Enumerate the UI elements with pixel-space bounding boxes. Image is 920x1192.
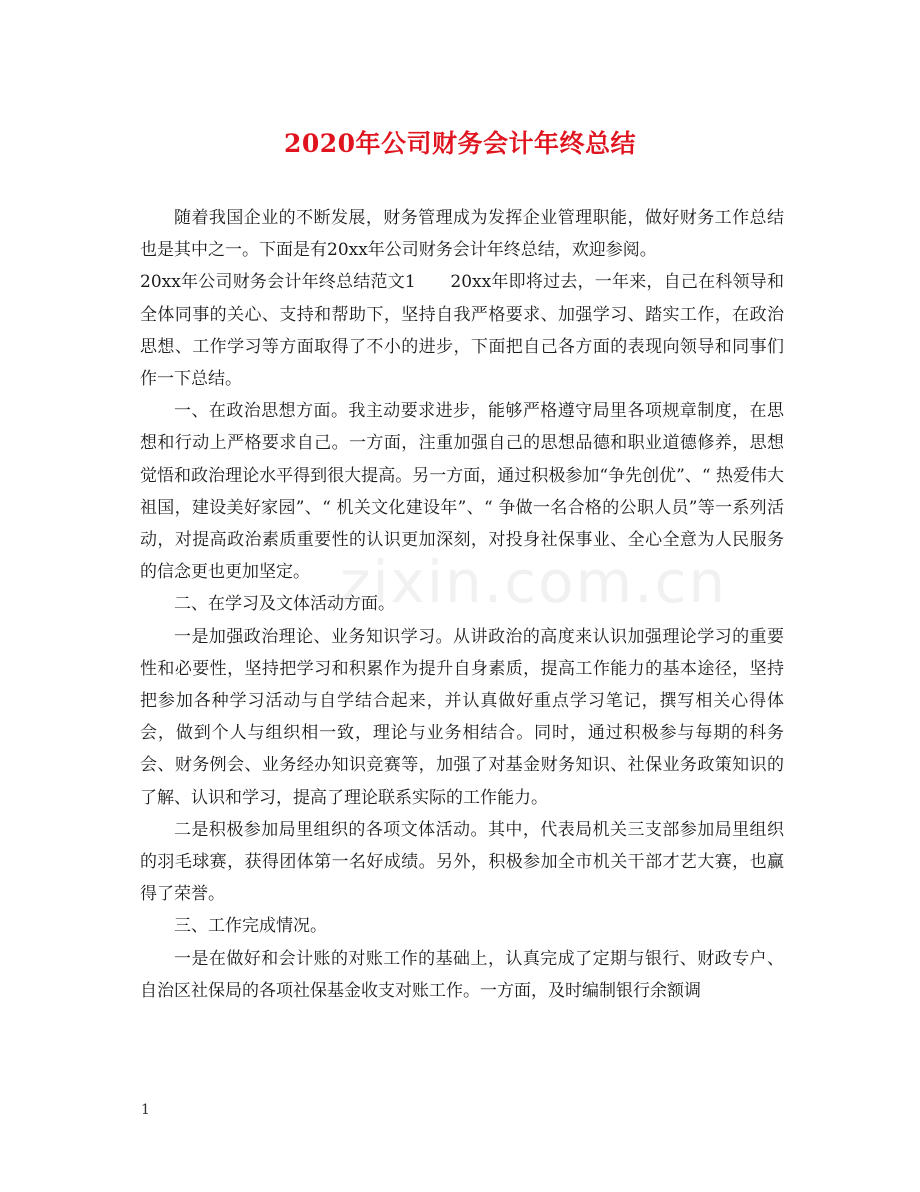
watermark: zixin.com.cn — [340, 548, 728, 616]
document-body — [140, 202, 784, 1007]
paragraph: 二、在学习及文体活动方面。 — [174, 594, 395, 615]
paragraph: 二是积极参加局里组织的各项文体活动。其中，代表局机关三支部参加局里组织的羽毛球赛，获得团体第一名好成绩。另外，积极参加全市机关干部才艺大赛，也赢得了荣誉。 — [140, 819, 784, 905]
paragraph: 一是加强政治理论、业务知识学习。从讲政治的高度来认识加强理论学习的重要性和必要性，坚持把学习和积累作为提升自身素质，提高工作能力的基本途径，坚持把参加各种学习活动与自学结合起来，并认真做好重点学习笔记，撰写相关心得体会，做到个人与组织相一致，理论与业务相结合。同时，通过积极参与每期的科务会、财务例会、业务经办知识竞赛等，加强了对基金财务知识、社保业务政策知识的了解、认识和学习，提高了理论联系实际的工作能力。 — [140, 626, 784, 808]
document-title: 2020年公司财务会计年终总结 — [283, 129, 637, 158]
paragraph: 一、在政治思想方面。我主动要求进步，能够严格遵守局里各项规章制度，在思想和行动上严格要求自己。一方面，注重加强自己的思想品德和职业道德修养，思想觉悟和政治理论水平得到很大提高。另一方面，通过积极参加“争先创优”、“ 热爱伟大祖国，建设美好家园”、“ 机关文化建设年”、“ 争做一名合格的公职人员”等一系列活动，对提高政治素质重要性的认识更加深刻，对投身社保事业、全心全意为人民服务的信念更也更加坚定。 — [140, 401, 784, 583]
paragraph: 20xx年公司财务会计年终总结范文1 20xx年即将过去，一年来，自己在科领导和全体同事的关心、支持和帮助下，坚持自我严格要求、加强学习、踏实工作，在政治思想、工作学习等方面取得了不小的进步，下面把自己各方面的表现向领导和同事们作一下总结。 — [140, 272, 784, 390]
paragraph: 随着我国企业的不断发展，财务管理成为发挥企业管理职能，做好财务工作总结也是其中之一。下面是有20xx年公司财务会计年终总结，欢迎参阅。 — [140, 208, 784, 261]
paragraph: 三、工作完成情况。 — [174, 916, 327, 937]
paragraph: 一是在做好和会计账的对账工作的基础上，认真完成了定期与银行、财政专户、自治区社保局的各项社保基金收支对账工作。一方面，及时编制银行余额调 — [140, 948, 784, 1001]
page-number: 1 — [141, 1102, 150, 1118]
